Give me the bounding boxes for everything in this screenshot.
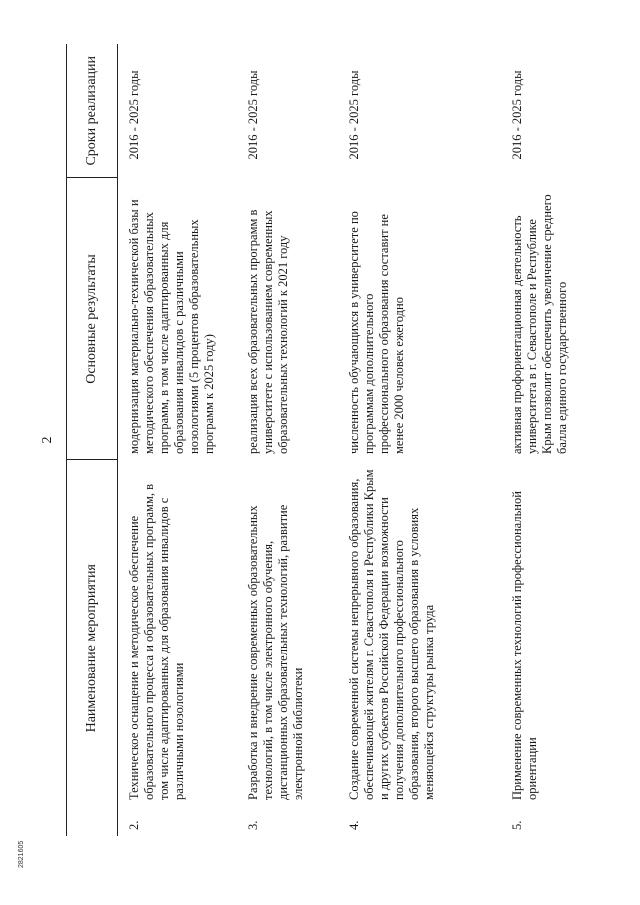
- document-code: 2821605: [18, 840, 25, 868]
- measure-name: Техническое оснащение и методическое обеспечение образовательного процесса и образовательных программ, в том числе адаптированных для образования инвалидов с различными нозологиями: [127, 483, 186, 800]
- header-main-results: Основные результаты: [67, 178, 118, 460]
- result-cell: активная профориентационная деятельность университета в г. Севастополе и Республике Крым позволит обеспечить увеличение среднего балла единого государственного: [510, 194, 569, 454]
- measures-table: [66, 44, 584, 836]
- measure-name: Разработка и внедрение современных образовательных технологий, в том числе электронного обучения, дистанционных образовательных технологий, развитие электронной библиотеки: [246, 504, 305, 800]
- row-number: 4.: [347, 820, 361, 830]
- header-measure-name: Наименование мероприятия: [67, 460, 118, 836]
- table-row: [237, 44, 338, 836]
- measure-cell: [237, 460, 338, 836]
- table-header-row: [67, 44, 118, 836]
- measure-cell: [118, 460, 238, 836]
- measure-cell: [338, 460, 501, 836]
- table-row: [118, 44, 238, 836]
- measure-cell: [501, 460, 584, 836]
- row-number: 2.: [127, 820, 141, 830]
- period-cell: 2016 - 2025 годы: [127, 70, 141, 160]
- table-row: [501, 44, 584, 836]
- period-cell: 2016 - 2025 годы: [347, 70, 361, 160]
- result-cell: модернизация материально-технической базы и методического обеспечения образовательных программ, в том числе адаптированных для образования инвалидов с различными нозологиями (5 процентов образовательных программ к 2025 году): [127, 199, 216, 454]
- table-row: [338, 44, 501, 836]
- page-number: 2: [40, 436, 55, 444]
- rotated-page-content: [40, 44, 586, 836]
- period-cell: 2016 - 2025 годы: [510, 70, 524, 160]
- period-cell: 2016 - 2025 годы: [246, 70, 260, 160]
- measure-name: Создание современной системы непрерывного образования, обеспечивающей жителям г. Севастополя и Республики Крым и других субъектов Российской Федерации возможности получения дополнительного профессионального образования, второго высшего образования в условиях меняющейся структуры рынка труда: [347, 469, 436, 800]
- row-number: 5.: [510, 820, 524, 830]
- row-number: 3.: [246, 820, 260, 830]
- header-implementation-period: Сроки реализации: [67, 44, 118, 178]
- result-cell: численность обучающихся в университете по программам дополнительного профессионального образования составит не менее 2000 человек ежегодно: [347, 211, 406, 454]
- result-cell: реализация всех образовательных программ в университете с использованием современных образовательных технологий к 2021 году: [246, 209, 290, 454]
- measure-name: Применение современных технологий профессиональной ориентации: [510, 491, 539, 800]
